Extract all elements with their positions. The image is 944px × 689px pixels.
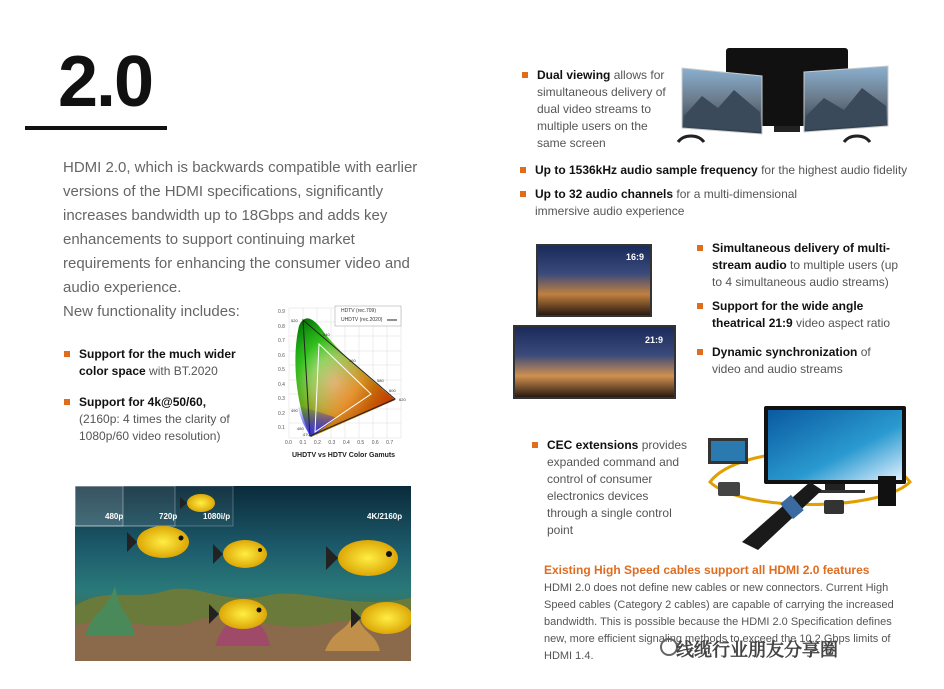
intro-paragraph: HDMI 2.0, which is backwards compatible with earlier versions of the HDMI specifications, significantly increases bandwidth up to 18Gbps and adds key enhancements to support continuing market requirements for enhancing the consumer video and audio experience.	[63, 159, 418, 296]
bullet-icon	[697, 245, 703, 251]
page-title: 2.0	[58, 42, 153, 122]
wavelength-label: 560	[349, 358, 356, 363]
wavelength-label: 600	[389, 388, 396, 393]
y-axis-ticks: 0.9 0.8 0.7 0.6 0.5 0.4 0.3 0.2 0.1	[278, 309, 285, 431]
resolution-480p-label: 480p	[105, 512, 124, 521]
cec-devices-image	[700, 402, 920, 552]
feature-cec-extensions: CEC extensions provides expanded command and control of consumer electronics devices through a single control point	[547, 437, 692, 539]
wavelength-label: 470	[303, 432, 310, 437]
aspect-21-9-label: 21:9	[645, 335, 664, 345]
intro-text	[63, 156, 423, 324]
title-underline	[25, 126, 167, 130]
watermark: 线缆行业朋友分享圈	[676, 640, 838, 660]
wavelength-label: 540	[323, 332, 330, 337]
wavelength-label: 520	[291, 318, 298, 323]
intro-new-functionality: New functionality includes:	[63, 303, 240, 320]
bullet-icon	[64, 351, 70, 357]
dual-viewing-image	[672, 46, 896, 150]
reef-scene	[75, 486, 411, 661]
aspect-16-9-image	[536, 244, 652, 317]
cables-body: HDMI 2.0 does not define new cables or new connectors. Current High Speed cables (Category 2 cables) are capable of carrying the increased bandwidth. This is possible because the HDMI 2.0 Specification defines new, more efficient signaling methods to exceed the 10.2 Gbps limits of HDMI 1.4.	[544, 582, 894, 662]
color-gamut-chart	[277, 300, 409, 450]
resolution-1080p-label: 1080i/p	[203, 512, 231, 521]
feature-dynamic-sync: Dynamic synchronization of video and audio streams	[712, 344, 872, 378]
wavelength-label: 480	[297, 426, 304, 431]
bullet-icon	[520, 191, 526, 197]
aspect-21-9-image	[513, 325, 676, 399]
legend-hdtv: HDTV (rec.709)	[341, 308, 377, 314]
feature-wide-angle: Support for the wide angle theatrical 21:9 video aspect ratio	[712, 298, 892, 332]
feature-audio-channels: Up to 32 audio channels for a multi-dimensional immersive audio experience	[535, 186, 855, 220]
wavelength-label: 620	[399, 397, 406, 402]
cables-heading: Existing High Speed cables support all HDMI 2.0 features	[544, 563, 870, 577]
feature-4k: Support for 4k@50/60, (2160p: 4 times the clarity of 1080p/60 video resolution)	[79, 394, 259, 445]
wavelength-label: 580	[377, 378, 384, 383]
x-axis-ticks: 0.0 0.1 0.2 0.3 0.4 0.5 0.6 0.7	[285, 440, 394, 446]
bullet-icon	[520, 167, 526, 173]
bullet-icon	[697, 349, 703, 355]
bullet-icon	[522, 72, 528, 78]
aspect-16-9-label: 16:9	[626, 252, 645, 262]
feature-dual-viewing: Dual viewing allows for simultaneous delivery of dual video streams to multiple users on the same screen	[537, 67, 672, 152]
wavelength-label: 490	[291, 408, 298, 413]
feature-color-space: Support for the much wider color space with BT.2020	[79, 346, 259, 380]
resolution-comparison-image	[75, 486, 411, 661]
bullet-icon	[697, 303, 703, 309]
resolution-4k-label: 4K/2160p	[367, 512, 403, 521]
legend-uhdtv: UHDTV (rec.2020)	[341, 317, 383, 323]
bullet-icon	[532, 442, 538, 448]
feature-multistream-audio: Simultaneous delivery of multi-stream audio to multiple users (up to 4 simultaneous audio streams)	[712, 240, 907, 291]
gamut-chart-caption: UHDTV vs HDTV Color Gamuts	[292, 452, 396, 459]
resolution-720p-label: 720p	[159, 512, 178, 521]
feature-audio-sample-frequency: Up to 1536kHz audio sample frequency for the highest audio fidelity	[535, 162, 915, 179]
bullet-icon	[64, 399, 70, 405]
